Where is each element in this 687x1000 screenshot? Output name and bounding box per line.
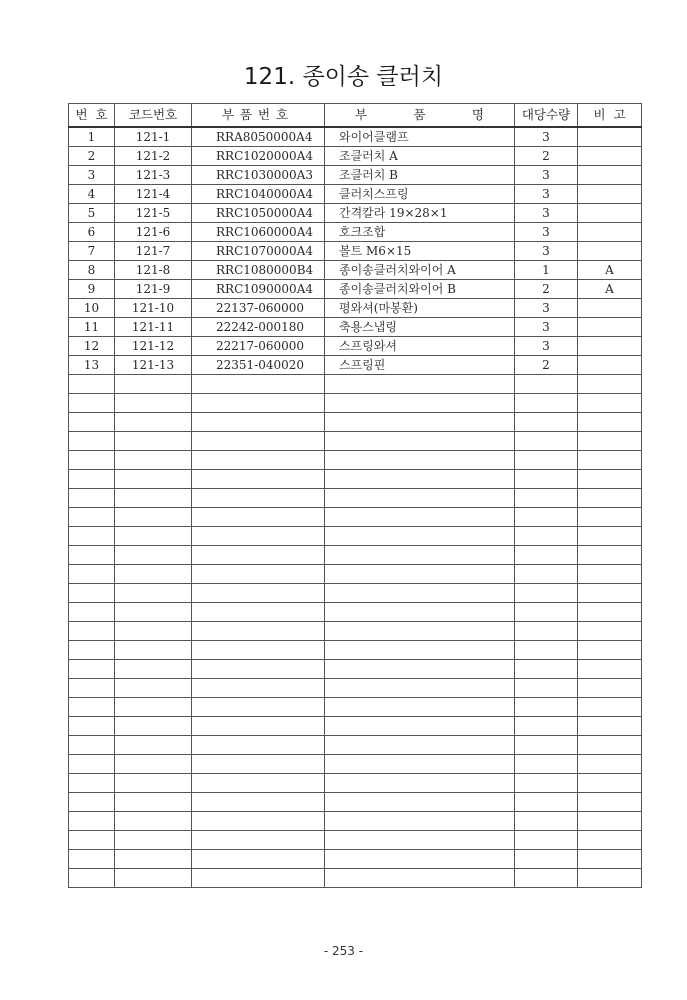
cell-part-no (192, 527, 325, 546)
cell-note (578, 166, 642, 185)
cell-part-no: RRC1050000A4 (192, 204, 325, 223)
cell-name (325, 660, 515, 679)
cell-part-no (192, 546, 325, 565)
cell-part-no (192, 489, 325, 508)
cell-code (115, 679, 192, 698)
cell-name: 종이송클러치와이어 B (325, 280, 515, 299)
empty-row (69, 432, 642, 451)
empty-row (69, 622, 642, 641)
empty-row (69, 812, 642, 831)
cell-no (69, 394, 115, 413)
cell-note (578, 831, 642, 850)
cell-part-no (192, 641, 325, 660)
cell-no (69, 470, 115, 489)
cell-name (325, 679, 515, 698)
cell-no (69, 717, 115, 736)
empty-row (69, 679, 642, 698)
cell-code (115, 527, 192, 546)
cell-code (115, 736, 192, 755)
cell-part-no (192, 831, 325, 850)
cell-note (578, 489, 642, 508)
cell-part-no: 22137-060000 (192, 299, 325, 318)
cell-qty (515, 546, 578, 565)
cell-no: 5 (69, 204, 115, 223)
cell-part-no: RRC1020000A4 (192, 147, 325, 166)
cell-name: 클러치스프링 (325, 185, 515, 204)
cell-part-no (192, 413, 325, 432)
cell-no (69, 812, 115, 831)
cell-name: 조클러치 B (325, 166, 515, 185)
cell-code (115, 698, 192, 717)
cell-code (115, 641, 192, 660)
cell-no: 11 (69, 318, 115, 337)
cell-qty (515, 774, 578, 793)
cell-code: 121-9 (115, 280, 192, 299)
cell-name (325, 413, 515, 432)
cell-name (325, 622, 515, 641)
table-row (69, 261, 642, 280)
cell-note (578, 660, 642, 679)
cell-qty: 3 (515, 299, 578, 318)
cell-part-no (192, 565, 325, 584)
cell-code: 121-1 (115, 127, 192, 147)
header-code: 코드번호 (115, 104, 192, 128)
cell-no (69, 774, 115, 793)
cell-name (325, 603, 515, 622)
table-row (69, 356, 642, 375)
cell-qty (515, 812, 578, 831)
cell-code (115, 793, 192, 812)
cell-name: 축용스냅링 (325, 318, 515, 337)
empty-row (69, 451, 642, 470)
cell-code (115, 831, 192, 850)
cell-note (578, 204, 642, 223)
table-row (69, 127, 642, 147)
cell-code (115, 489, 192, 508)
cell-code: 121-4 (115, 185, 192, 204)
cell-part-no (192, 679, 325, 698)
cell-no (69, 432, 115, 451)
cell-name (325, 451, 515, 470)
cell-name: 볼트 M6×15 (325, 242, 515, 261)
empty-row (69, 413, 642, 432)
header-row (69, 104, 642, 128)
cell-code: 121-7 (115, 242, 192, 261)
cell-part-no (192, 698, 325, 717)
cell-qty (515, 584, 578, 603)
cell-no (69, 546, 115, 565)
cell-code (115, 603, 192, 622)
empty-row (69, 489, 642, 508)
cell-qty: 3 (515, 166, 578, 185)
parts-table (68, 103, 642, 888)
cell-no: 6 (69, 223, 115, 242)
table-row (69, 204, 642, 223)
cell-note (578, 413, 642, 432)
table-row (69, 280, 642, 299)
cell-name (325, 565, 515, 584)
cell-code: 121-2 (115, 147, 192, 166)
cell-no (69, 508, 115, 527)
cell-note (578, 394, 642, 413)
cell-no (69, 831, 115, 850)
cell-note (578, 793, 642, 812)
cell-code (115, 546, 192, 565)
cell-code: 121-6 (115, 223, 192, 242)
table-body (69, 127, 642, 888)
cell-note (578, 299, 642, 318)
cell-part-no: RRC1090000A4 (192, 280, 325, 299)
cell-qty: 2 (515, 280, 578, 299)
cell-note (578, 432, 642, 451)
cell-name: 호크조합 (325, 223, 515, 242)
empty-row (69, 698, 642, 717)
empty-row (69, 375, 642, 394)
cell-name (325, 698, 515, 717)
empty-row (69, 565, 642, 584)
cell-qty (515, 527, 578, 546)
cell-name (325, 432, 515, 451)
cell-qty (515, 660, 578, 679)
cell-name (325, 527, 515, 546)
cell-qty (515, 489, 578, 508)
cell-qty: 3 (515, 223, 578, 242)
empty-row (69, 755, 642, 774)
cell-qty: 3 (515, 318, 578, 337)
cell-qty (515, 375, 578, 394)
cell-note (578, 451, 642, 470)
cell-code: 121-8 (115, 261, 192, 280)
cell-name: 조클러치 A (325, 147, 515, 166)
cell-note (578, 584, 642, 603)
cell-note (578, 755, 642, 774)
cell-qty (515, 698, 578, 717)
cell-part-no: RRC1060000A4 (192, 223, 325, 242)
cell-code (115, 850, 192, 869)
cell-code (115, 717, 192, 736)
table-row (69, 147, 642, 166)
cell-code (115, 565, 192, 584)
cell-name (325, 508, 515, 527)
empty-row (69, 394, 642, 413)
cell-name: 와이어클램프 (325, 127, 515, 147)
empty-row (69, 793, 642, 812)
cell-code (115, 812, 192, 831)
header-part-no: 부품번호 (192, 104, 325, 128)
cell-name: 평와셔(마봉환) (325, 299, 515, 318)
cell-no (69, 451, 115, 470)
cell-note (578, 147, 642, 166)
empty-row (69, 831, 642, 850)
cell-qty (515, 394, 578, 413)
cell-part-no (192, 451, 325, 470)
cell-code (115, 413, 192, 432)
cell-name (325, 470, 515, 489)
cell-qty (515, 603, 578, 622)
header-note: 비 고 (578, 104, 642, 128)
table-row (69, 299, 642, 318)
cell-code (115, 869, 192, 888)
cell-part-no: RRA8050000A4 (192, 127, 325, 147)
cell-name (325, 831, 515, 850)
cell-code (115, 432, 192, 451)
cell-note (578, 242, 642, 261)
cell-name (325, 641, 515, 660)
cell-qty (515, 565, 578, 584)
cell-part-no (192, 622, 325, 641)
cell-part-no: RRC1080000B4 (192, 261, 325, 280)
cell-note (578, 318, 642, 337)
cell-part-no (192, 812, 325, 831)
empty-row (69, 603, 642, 622)
cell-part-no (192, 793, 325, 812)
header-no: 번 호 (69, 104, 115, 128)
cell-qty (515, 508, 578, 527)
cell-note (578, 603, 642, 622)
cell-note (578, 622, 642, 641)
cell-name (325, 736, 515, 755)
page-title: 121. 종이송 클러치 (243, 64, 444, 90)
cell-note (578, 546, 642, 565)
empty-row (69, 470, 642, 489)
cell-no (69, 622, 115, 641)
cell-note (578, 127, 642, 147)
cell-note (578, 356, 642, 375)
cell-part-no (192, 375, 325, 394)
cell-name: 스프링핀 (325, 356, 515, 375)
cell-name: 간격칼라 19×28×1 (325, 204, 515, 223)
cell-note (578, 223, 642, 242)
empty-row (69, 508, 642, 527)
cell-qty (515, 413, 578, 432)
cell-no (69, 793, 115, 812)
cell-name: 스프링와셔 (325, 337, 515, 356)
cell-qty (515, 869, 578, 888)
cell-code: 121-12 (115, 337, 192, 356)
cell-part-no (192, 584, 325, 603)
cell-code (115, 755, 192, 774)
cell-part-no: 22242-000180 (192, 318, 325, 337)
cell-no (69, 869, 115, 888)
cell-part-no (192, 850, 325, 869)
cell-code (115, 375, 192, 394)
cell-no (69, 660, 115, 679)
cell-part-no (192, 660, 325, 679)
cell-note: A (578, 280, 642, 299)
cell-name (325, 869, 515, 888)
cell-name (325, 489, 515, 508)
table-row (69, 166, 642, 185)
cell-no (69, 641, 115, 660)
page-number: - 253 - (323, 944, 364, 958)
cell-note (578, 812, 642, 831)
table-row (69, 337, 642, 356)
cell-no: 13 (69, 356, 115, 375)
header-name: 부 품 명 (325, 104, 515, 128)
empty-row (69, 869, 642, 888)
cell-qty (515, 470, 578, 489)
cell-note (578, 527, 642, 546)
cell-no: 9 (69, 280, 115, 299)
table-row (69, 223, 642, 242)
cell-note (578, 774, 642, 793)
cell-qty: 3 (515, 127, 578, 147)
cell-name (325, 812, 515, 831)
cell-part-no (192, 717, 325, 736)
cell-part-no: 22217-060000 (192, 337, 325, 356)
cell-code (115, 470, 192, 489)
cell-note (578, 185, 642, 204)
cell-note (578, 850, 642, 869)
cell-qty (515, 850, 578, 869)
cell-name (325, 717, 515, 736)
cell-name (325, 774, 515, 793)
cell-qty (515, 679, 578, 698)
cell-qty: 2 (515, 356, 578, 375)
cell-name (325, 375, 515, 394)
table-row (69, 242, 642, 261)
empty-row (69, 641, 642, 660)
empty-row (69, 546, 642, 565)
cell-qty (515, 736, 578, 755)
cell-no: 3 (69, 166, 115, 185)
cell-note (578, 565, 642, 584)
cell-part-no (192, 603, 325, 622)
cell-no (69, 850, 115, 869)
cell-code: 121-10 (115, 299, 192, 318)
cell-no: 8 (69, 261, 115, 280)
cell-no: 10 (69, 299, 115, 318)
cell-note (578, 736, 642, 755)
cell-note: A (578, 261, 642, 280)
cell-note (578, 337, 642, 356)
cell-code (115, 394, 192, 413)
cell-qty: 3 (515, 242, 578, 261)
empty-row (69, 736, 642, 755)
cell-qty (515, 451, 578, 470)
cell-note (578, 717, 642, 736)
cell-name (325, 793, 515, 812)
cell-no (69, 489, 115, 508)
cell-qty (515, 755, 578, 774)
cell-part-no (192, 432, 325, 451)
empty-row (69, 660, 642, 679)
cell-qty (515, 717, 578, 736)
empty-row (69, 774, 642, 793)
cell-qty (515, 622, 578, 641)
cell-part-no: RRC1040000A4 (192, 185, 325, 204)
cell-no: 4 (69, 185, 115, 204)
cell-qty: 3 (515, 185, 578, 204)
cell-part-no (192, 470, 325, 489)
cell-code (115, 508, 192, 527)
cell-note (578, 375, 642, 394)
cell-name (325, 584, 515, 603)
cell-no: 2 (69, 147, 115, 166)
empty-row (69, 717, 642, 736)
cell-part-no: RRC1070000A4 (192, 242, 325, 261)
cell-note (578, 869, 642, 888)
cell-no (69, 584, 115, 603)
cell-note (578, 470, 642, 489)
cell-code: 121-5 (115, 204, 192, 223)
cell-qty (515, 641, 578, 660)
cell-qty: 2 (515, 147, 578, 166)
table-row (69, 318, 642, 337)
cell-qty: 1 (515, 261, 578, 280)
cell-code: 121-3 (115, 166, 192, 185)
cell-code (115, 774, 192, 793)
cell-note (578, 698, 642, 717)
cell-no (69, 736, 115, 755)
cell-name (325, 546, 515, 565)
empty-row (69, 850, 642, 869)
cell-code: 121-13 (115, 356, 192, 375)
cell-part-no: 22351-040020 (192, 356, 325, 375)
cell-no: 1 (69, 127, 115, 147)
empty-row (69, 527, 642, 546)
cell-qty: 3 (515, 337, 578, 356)
cell-code (115, 451, 192, 470)
cell-qty: 3 (515, 204, 578, 223)
cell-code (115, 660, 192, 679)
cell-part-no (192, 755, 325, 774)
cell-note (578, 641, 642, 660)
cell-qty (515, 432, 578, 451)
cell-no: 7 (69, 242, 115, 261)
header-qty: 대당수량 (515, 104, 578, 128)
cell-part-no: RRC1030000A3 (192, 166, 325, 185)
cell-no (69, 679, 115, 698)
cell-name (325, 850, 515, 869)
cell-code: 121-11 (115, 318, 192, 337)
cell-no (69, 603, 115, 622)
cell-part-no (192, 508, 325, 527)
cell-no (69, 413, 115, 432)
cell-name (325, 755, 515, 774)
cell-part-no (192, 394, 325, 413)
cell-part-no (192, 869, 325, 888)
cell-qty (515, 793, 578, 812)
table-row (69, 185, 642, 204)
cell-part-no (192, 736, 325, 755)
cell-no (69, 755, 115, 774)
cell-no (69, 375, 115, 394)
cell-name (325, 394, 515, 413)
cell-no: 12 (69, 337, 115, 356)
cell-name: 종이송클러치와이어 A (325, 261, 515, 280)
cell-part-no (192, 774, 325, 793)
cell-code (115, 584, 192, 603)
empty-row (69, 584, 642, 603)
cell-no (69, 527, 115, 546)
cell-qty (515, 831, 578, 850)
cell-note (578, 679, 642, 698)
cell-no (69, 565, 115, 584)
cell-code (115, 622, 192, 641)
cell-note (578, 508, 642, 527)
cell-no (69, 698, 115, 717)
